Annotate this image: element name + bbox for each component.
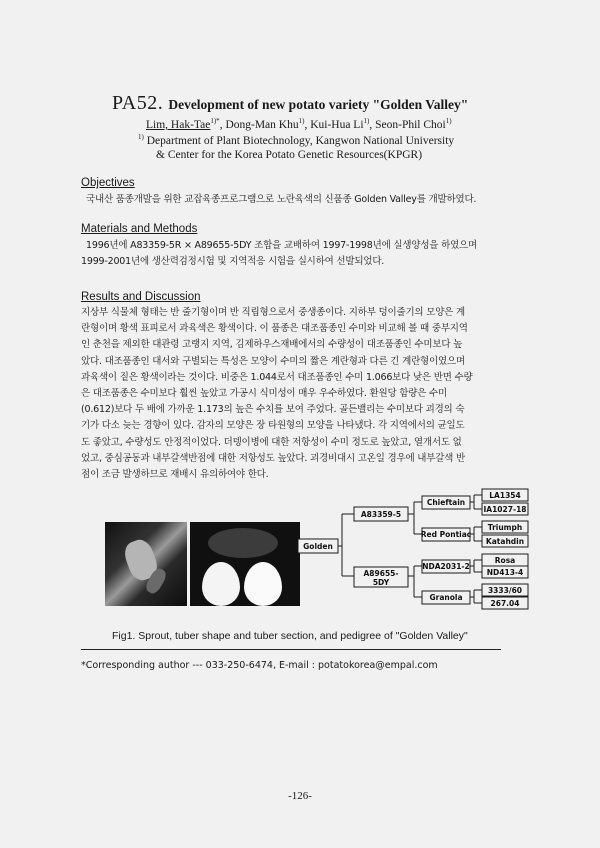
tuber-section-right bbox=[244, 562, 282, 606]
results-line: (0.612)보다 두 배에 가까운 1.173의 높은 수치를 보여 주었다. 골든밸리는 수미보다 괴경의 숙 bbox=[81, 404, 465, 416]
paper-title: Development of new potato variety "Golden Valley" bbox=[168, 97, 469, 112]
parent1-node-label: A83359-5 bbox=[360, 510, 402, 519]
figure-caption: Fig1. Sprout, tuber shape and tuber section, and pedigree of "Golden Valley" bbox=[112, 630, 468, 642]
ggp4-node-label: Katahdin bbox=[485, 537, 525, 546]
author-2-sup: 1) bbox=[298, 117, 305, 125]
gp1-node-label: Chieftain bbox=[426, 498, 466, 507]
ggp5-node-label: Rosa bbox=[494, 556, 516, 565]
results-line: 은 대조품종은 수미보다 훨씬 높았고 가공시 식미성이 매우 우수하였다. 환원당 함량은 수미 bbox=[81, 388, 447, 400]
paper-title-line bbox=[112, 92, 468, 115]
ggp1-node-label: LA1354 bbox=[489, 491, 521, 500]
lead-author: Lim, Hak-Tae bbox=[146, 118, 211, 131]
methods-heading: Materials and Methods bbox=[81, 223, 198, 235]
footnote-divider bbox=[81, 649, 501, 650]
abstract-code: PA52. bbox=[112, 92, 164, 114]
pedigree-diagram bbox=[296, 488, 536, 613]
results-line: 란형이며 황색 표피로서 과육색은 황색이다. 이 품종은 대조품종인 수미와 비교해 볼 때 중부지역 bbox=[81, 323, 468, 335]
author-4-sup: 1) bbox=[445, 117, 452, 125]
methods-text bbox=[81, 238, 536, 270]
results-line: 었고, 중심공동과 내부갈색반점에 대한 저항성도 높았다. 괴경비대시 고온일 경우에 내부갈색 반 bbox=[81, 452, 465, 464]
results-line: 도 좋았고, 수량성도 안정적이었다. 더뎅이병에 대한 저항성이 수미 정도로 높았고, 열개서도 없 bbox=[81, 436, 462, 448]
author-3: , Kui-Hua Li bbox=[304, 118, 364, 131]
results-line: 인 춘천을 제외한 대관령 고랭지 지역, 김제하우스재배에서의 수량성이 대조품종인 수미보다 높 bbox=[81, 339, 463, 351]
affiliation-line-1 bbox=[138, 133, 454, 147]
author-2: , Dong-Man Khu bbox=[219, 118, 299, 131]
corresponding-author-footnote: *Corresponding author --- 033-250-6474, E-mail : potatokorea@empal.com bbox=[81, 660, 438, 671]
results-heading: Results and Discussion bbox=[81, 291, 201, 303]
ggp3-node-label: Triumph bbox=[487, 523, 523, 532]
results-text bbox=[81, 305, 531, 483]
whole-tuber bbox=[208, 528, 278, 558]
root-node-label: Golden bbox=[303, 542, 333, 551]
results-line: 과육색이 짙은 황색이라는 것이다. 비중은 1.044로서 대조품종인 수미 1.066보다 낮은 반면 수량 bbox=[81, 371, 473, 383]
affiliation-line-2: & Center for the Korea Potato Genetic Resources(KPGR) bbox=[156, 149, 423, 161]
results-line: 점이 조금 발생하므로 재배시 유의하여야 한다. bbox=[81, 469, 269, 481]
ggp8-node-label: 267.04 bbox=[490, 599, 520, 608]
gp2-node-label: Red Pontiac bbox=[420, 530, 472, 539]
parent2-node-label-2: 5DY bbox=[372, 578, 390, 587]
sprout-photo bbox=[105, 522, 187, 606]
ggp7-node-label: 3333/60 bbox=[487, 586, 523, 595]
ggp2-node-label: IA1027-18 bbox=[483, 505, 527, 514]
lead-author-mark: 1)* bbox=[210, 117, 220, 125]
objectives-heading: Objectives bbox=[81, 177, 135, 189]
ggp6-node-label: ND413-4 bbox=[486, 568, 524, 577]
results-line: 았다. 대조품종인 대서와 구별되는 특성은 모양이 수미의 짧은 계란형과 다른 긴 계란형이였으며 bbox=[81, 355, 465, 367]
page-number: -126- bbox=[288, 790, 312, 802]
tuber-photo bbox=[190, 522, 300, 606]
methods-line: 1996년에 A83359-5R × A89655-5DY 조합을 교배하여 1997-1998년에 실생양성을 하였으며 bbox=[86, 240, 478, 251]
objectives-line: 국내산 품종개발을 위한 교잡육종프로그램으로 노란육색의 신품종 Golden Valley를 개발하였다. bbox=[86, 194, 477, 205]
author-4: , Seon-Phil Choi bbox=[369, 118, 446, 131]
author-list bbox=[146, 117, 452, 131]
objectives-text bbox=[86, 192, 536, 208]
parent2-node-label: A89655- bbox=[363, 569, 399, 578]
gp3-node-label: NDA2031-2 bbox=[422, 562, 470, 571]
methods-line: 1999-2001년에 생산력검정시험 및 지역적응 시험을 실시하여 선발되었다. bbox=[81, 256, 385, 268]
affiliation-text-1: Department of Plant Biotechnology, Kangwon National University bbox=[146, 134, 455, 147]
author-3-sup: 1) bbox=[363, 117, 370, 125]
gp4-node-label: Granola bbox=[429, 593, 463, 602]
results-line: 지상부 식물체 형태는 반 줄기형이며 반 직립형으로서 중생종이다. 지하부 덩이줄기의 모양은 계 bbox=[81, 307, 465, 318]
tuber-section-left bbox=[202, 562, 240, 606]
affiliation-sup: 1) bbox=[138, 133, 144, 141]
results-line: 기가 다소 늦는 경향이 있다. 감자의 모양은 장 타원형의 모양을 나타냈다. 각 지역에서의 균일도 bbox=[81, 420, 465, 432]
